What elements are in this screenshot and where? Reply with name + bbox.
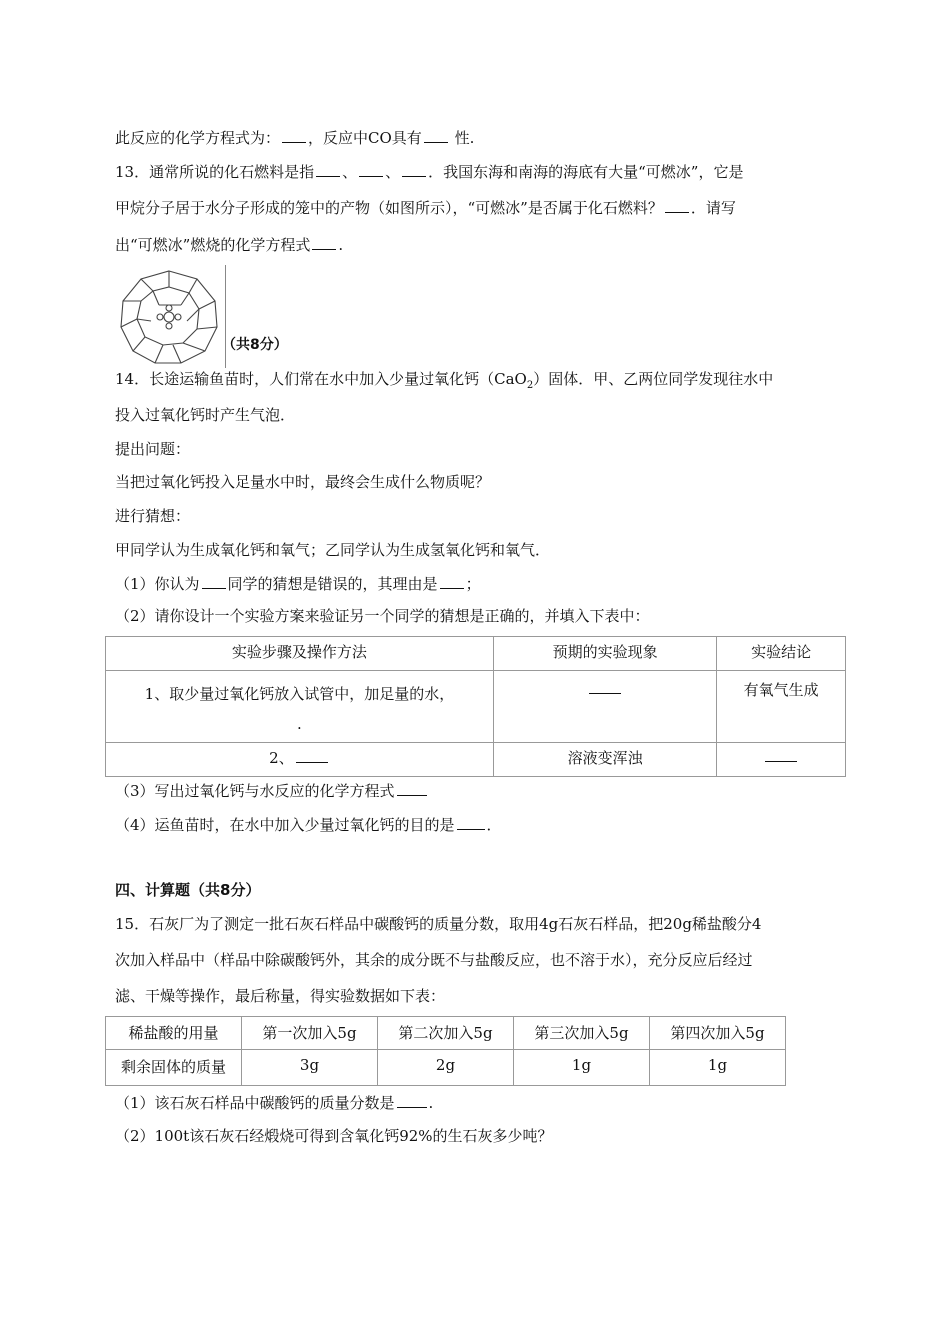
table-cell: 1g (650, 1050, 786, 1086)
q15-line1: 15．石灰厂为了测定一批石灰石样品中碳酸钙的质量分数，取用4g石灰石样品，把20g稀盐酸分4 (115, 915, 762, 933)
blank[interactable] (402, 162, 426, 177)
blank[interactable] (457, 815, 485, 830)
blank[interactable] (424, 128, 448, 143)
table-header: 第三次加入5g (514, 1017, 650, 1050)
q14-part3: （3）写出过氧化钙与水反应的化学方程式 (115, 781, 429, 801)
q15-part1: （1）该石灰石样品中碳酸钙的质量分数是 . (115, 1094, 434, 1112)
step1-text: 1、取少量过氧化钙放入试管中，加足量的水， (144, 685, 455, 703)
table-cell: 3g (242, 1050, 378, 1086)
table-header: 实验结论 (717, 637, 846, 671)
step1-end: . (297, 715, 302, 733)
table-header: 第四次加入5g (650, 1017, 786, 1050)
q14-line2: 投入过氧化钙时产生气泡． (115, 406, 296, 424)
q14-line5: 进行猜想： (115, 507, 191, 525)
blank[interactable] (312, 235, 336, 250)
table-row-label: 剩余固体的质量 (106, 1050, 242, 1086)
table-cell (717, 743, 846, 777)
q14-line3: 提出问题： (115, 440, 191, 458)
experiment-table (105, 636, 846, 777)
blank[interactable] (440, 574, 464, 589)
q14-line6: 甲同学认为生成氧化钙和氧气；乙同学认为生成氢氧化钙和氧气． (115, 541, 551, 559)
methane-hydrate-cage-figure (113, 265, 226, 368)
table-cell (493, 671, 716, 743)
q13-line2: 甲烷分子居于水分子形成的笼中的产物（如图所示），“可燃冰”是否属于化石燃料？ ．请写 (115, 199, 736, 217)
cage-drawing (113, 265, 225, 368)
blank[interactable] (296, 748, 328, 763)
table-cell: 2g (378, 1050, 514, 1086)
table-cell: 有氧气生成 (717, 671, 846, 743)
table-header: 实验步骤及操作方法 (106, 637, 494, 671)
blank[interactable] (589, 679, 621, 694)
q15-line2: 次加入样品中（样品中除碳酸钙外，其余的成分既不与盐酸反应，也不溶于水），充分反应后经过 (115, 951, 753, 969)
table-cell: 2、 (106, 743, 494, 777)
blank[interactable] (359, 162, 383, 177)
q14-part4: （4）运鱼苗时，在水中加入少量过氧化钙的目的是 ． (115, 816, 502, 834)
blank[interactable] (665, 198, 689, 213)
q12-line: 此反应的化学方程式为： ，反应中CO具有 性. (115, 129, 475, 147)
q15-part2: （2）100t该石灰石经煅烧可得到含氧化钙92%的生石灰多少吨？ (115, 1127, 553, 1145)
table-header: 第一次加入5g (242, 1017, 378, 1050)
table-header: 第二次加入5g (378, 1017, 514, 1050)
blank[interactable] (202, 574, 226, 589)
section-heading: 四、计算题（共8分） (115, 881, 261, 899)
blank[interactable] (765, 747, 797, 762)
blank[interactable] (282, 128, 306, 143)
q13-line3: 出“可燃冰”燃烧的化学方程式 . (115, 236, 344, 254)
table-header: 预期的实验现象 (493, 637, 716, 671)
data-table (105, 1016, 786, 1086)
q15-line3: 滤、干燥等操作，最后称量，得实验数据如下表： (115, 987, 446, 1005)
q14-part1: （1）你认为 同学的猜想是错误的，其理由是 ； (115, 575, 481, 593)
q14-line1: 14．长途运输鱼苗时，人们常在水中加入少量过氧化钙（CaO$_2$）固体．甲、乙两位同学发现往水中 (115, 370, 774, 391)
q14-line4: 当把过氧化钙投入足量水中时，最终会生成什么物质呢？ (115, 473, 491, 491)
table-header: 稀盐酸的用量 (106, 1017, 242, 1050)
table-cell: 溶液变浑浊 (493, 743, 716, 777)
blank[interactable] (397, 781, 427, 796)
table-cell: 1g (514, 1050, 650, 1086)
blank[interactable] (316, 162, 340, 177)
q13-line1: 13．通常所说的化石燃料是指 、 、 ．我国东海和南海的海底有大量“可燃冰”，它是 (115, 163, 744, 181)
q14-part2: （2）请你设计一个实验方案来验证另一个同学的猜想是正确的，并填入下表中： (115, 607, 650, 625)
section-score-label: （共8分） (222, 337, 288, 353)
blank[interactable] (397, 1093, 427, 1108)
table-cell (106, 671, 494, 743)
